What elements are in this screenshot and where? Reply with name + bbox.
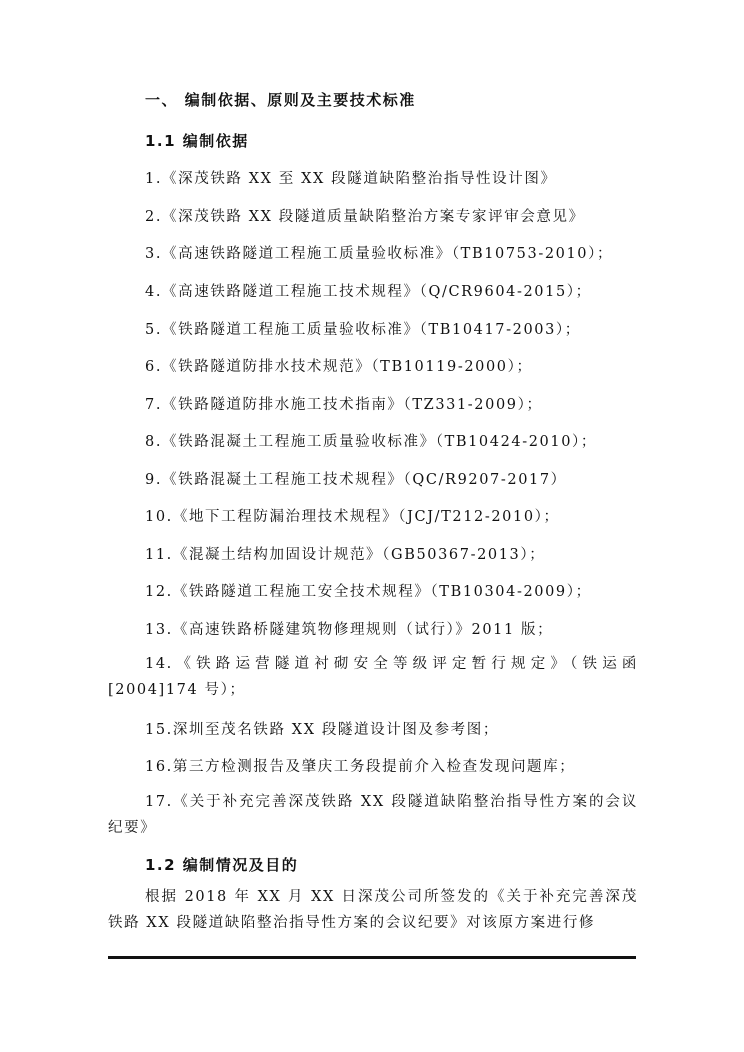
- reference-item-14: 14.《铁路运营隧道衬砌安全等级评定暂行规定》（铁运函[2004]174 号）；: [108, 656, 638, 698]
- reference-item-6: 6.《铁路隧道防排水技术规范》（TB10119-2000）；: [145, 359, 533, 375]
- reference-item-9: 9.《铁路混凝土工程施工技术规程》（QC/R9207-2017）: [145, 472, 567, 488]
- reference-item-13: 13.《高速铁路桥隧建筑物修理规则（试行）》2011 版；: [145, 622, 554, 638]
- reference-item-10: 10.《地下工程防漏治理技术规程》（JCJ/T212-2010）；: [145, 509, 560, 525]
- reference-item-16: 16.第三方检测报告及肇庆工务段提前介入检查发现问题库；: [145, 759, 576, 775]
- footer-divider: [108, 956, 636, 959]
- purpose-heading: 1.2 编制情况及目的: [145, 856, 299, 874]
- reference-item-7: 7.《铁路隧道防排水施工技术指南》（TZ331-2009）；: [145, 397, 543, 413]
- reference-item-5: 5.《铁路隧道工程施工质量验收标准》（TB10417-2003）；: [145, 322, 581, 338]
- reference-item-11: 11.《混凝土结构加固设计规范》（GB50367-2013）；: [145, 547, 546, 563]
- reference-item-17: 17.《关于补充完善深茂铁路 XX 段隧道缺陷整治指导性方案的会议纪要》: [108, 794, 638, 836]
- reference-item-4: 4.《高速铁路隧道工程施工技术规程》（Q/CR9604-2015）；: [145, 284, 592, 300]
- reference-item-12: 12.《铁路隧道工程施工安全技术规程》（TB10304-2009）；: [145, 584, 592, 600]
- reference-item-1: 1.《深茂铁路 XX 至 XX 段隧道缺陷整治指导性设计图》: [145, 171, 557, 187]
- reference-item-2: 2.《深茂铁路 XX 段隧道质量缺陷整治方案专家评审会意见》: [145, 209, 585, 225]
- reference-item-15: 15.深圳至茂名铁路 XX 段隧道设计图及参考图；: [145, 722, 499, 738]
- reference-item-3: 3.《高速铁路隧道工程施工质量验收标准》（TB10753-2010）；: [145, 246, 614, 262]
- purpose-paragraph: 根据 2018 年 XX 月 XX 日深茂公司所签发的《关于补充完善深茂铁路 XX 段隧道缺陷整治指导性方案的会议纪要》对该原方案进行修: [108, 889, 638, 931]
- section-title: 一、 编制依据、原则及主要技术标准: [145, 91, 416, 109]
- reference-item-8: 8.《铁路混凝土工程施工质量验收标准》（TB10424-2010）；: [145, 434, 597, 450]
- basis-heading: 1.1 编制依据: [145, 132, 249, 150]
